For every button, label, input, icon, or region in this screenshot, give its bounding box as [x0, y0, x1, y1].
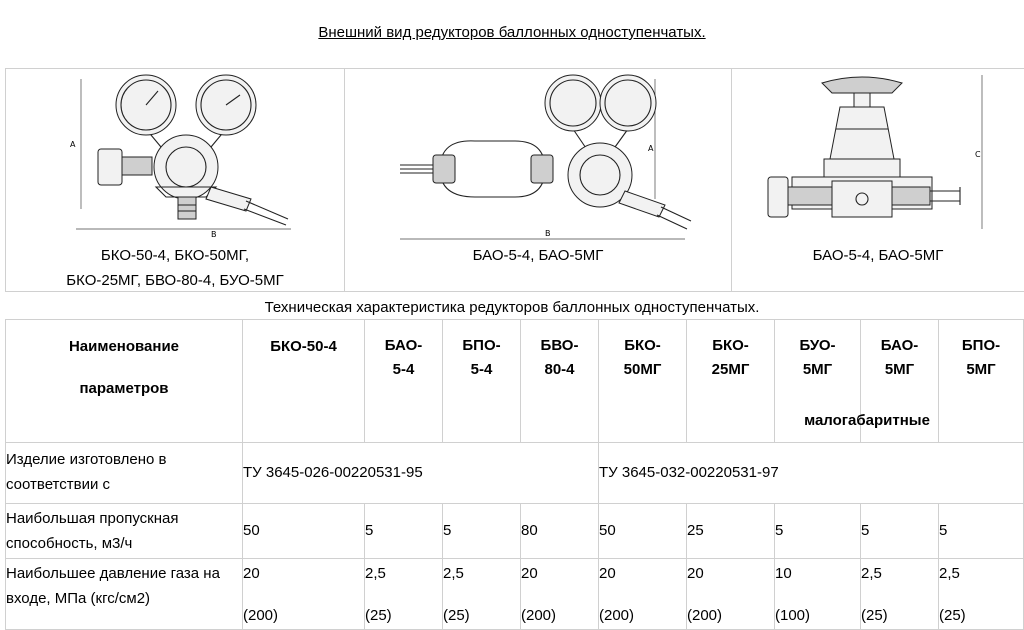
table-row [6, 504, 1024, 559]
value-cell: 5 [861, 504, 939, 559]
model-header: БКО- 25МГ малогабаритные [687, 320, 775, 443]
value-cell: 80 [521, 504, 599, 559]
page-title: Внешний вид редукторов баллонных одноступенчатых. [0, 24, 1024, 41]
dim-a-label-2: A [648, 144, 654, 153]
param-header: Наименование параметров [6, 320, 243, 443]
param-label: Наибольшая пропускная способность, м3/ч [6, 504, 243, 559]
value-cell: 10 (100) [775, 559, 861, 630]
value-cell: 5 [443, 504, 521, 559]
figure-caption-1a: БКО-50-4, БКО-50МГ, [6, 245, 344, 267]
figure-cell-3 [732, 69, 1024, 292]
figure-caption-3: БАО-5-4, БАО-5МГ [732, 245, 1024, 267]
model-header: БПО- 5-4 [443, 320, 521, 443]
model-header: БУО- 5МГ [775, 320, 861, 443]
dim-b-label-1: B [211, 230, 217, 239]
value-cell: 50 [599, 504, 687, 559]
table-row [6, 443, 1024, 504]
value-cell: 5 [939, 504, 1024, 559]
figures-table [5, 68, 1024, 292]
figure-caption-2: БАО-5-4, БАО-5МГ [345, 245, 731, 267]
figure-cell-2 [345, 69, 732, 292]
value-cell: 5 [365, 504, 443, 559]
small-size-label: малогабаритные [687, 408, 1024, 434]
value-cell: 2,5 (25) [861, 559, 939, 630]
value-cell: 20 (200) [599, 559, 687, 630]
value-cell: 20 (200) [687, 559, 775, 630]
value-cell: 2,5 (25) [939, 559, 1024, 630]
value-cell: 20 (200) [243, 559, 365, 630]
model-header: БПО- 5МГ [939, 320, 1024, 443]
model-header: БКО-50-4 [243, 320, 365, 443]
value-cell: 2,5 (25) [443, 559, 521, 630]
value-cell: 50 [243, 504, 365, 559]
header-row [6, 320, 1024, 443]
table-row [6, 559, 1024, 630]
model-header: БАО- 5МГ [861, 320, 939, 443]
figure-caption-1b: БКО-25МГ, БВО-80-4, БУО-5МГ [6, 270, 344, 292]
value-cell: 25 [687, 504, 775, 559]
value-cell: 20 (200) [521, 559, 599, 630]
dim-b-label-2: B [545, 229, 551, 238]
model-header: БВО- 80-4 [521, 320, 599, 443]
param-label: Изделие изготовлено в соответствии с [6, 443, 243, 504]
spec-table [5, 319, 1024, 630]
table-subtitle: Техническая характеристика редукторов баллонных одноступенчатых. [0, 299, 1024, 316]
dim-a-label-1: A [70, 140, 76, 149]
model-header: БАО- 5-4 [365, 320, 443, 443]
tu-cell: ТУ 3645-026-00220531-95 [243, 443, 599, 504]
param-label: Наибольшее давление газа на входе, МПа (кгс/см2) [6, 559, 243, 630]
value-cell: 2,5 (25) [365, 559, 443, 630]
model-header: БКО- 50МГ [599, 320, 687, 443]
tu-cell: ТУ 3645-032-00220531-97 [599, 443, 1024, 504]
dim-c-label-3: C [975, 150, 981, 159]
figure-cell-1 [6, 69, 345, 292]
value-cell: 5 [775, 504, 861, 559]
